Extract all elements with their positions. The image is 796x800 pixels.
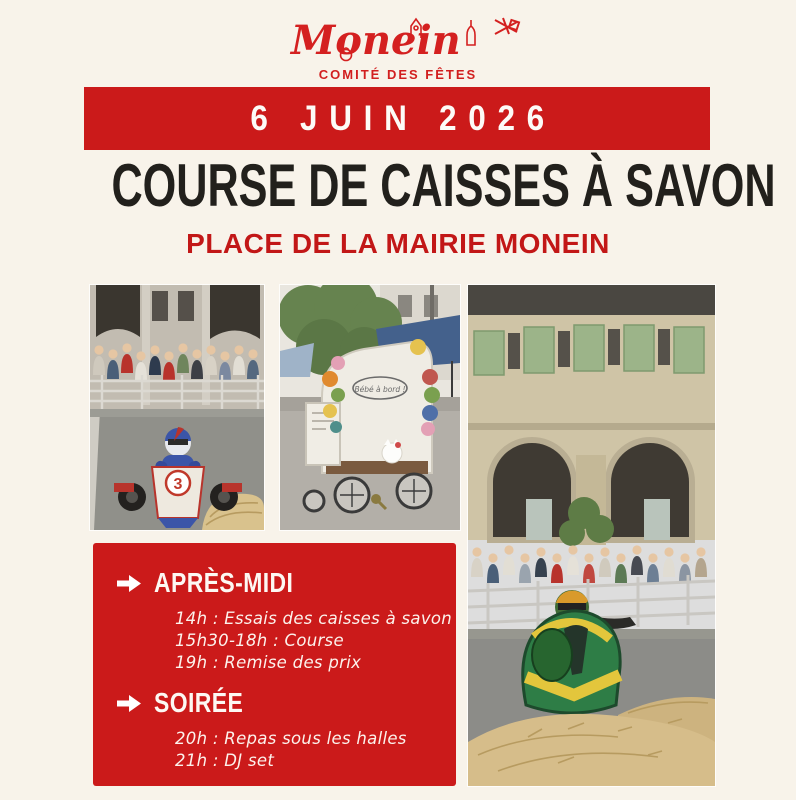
schedule-item: 21h : DJ set [175, 751, 275, 770]
location-subtitle: PLACE DE LA MAIRIE MONEIN [186, 228, 610, 259]
logo [0, 12, 796, 82]
crowd [471, 545, 707, 583]
bottle-doodle [467, 20, 475, 45]
schedule-section-soiree [117, 687, 456, 719]
date-text: 6 JUIN 2026 [250, 98, 556, 138]
photo-decorated-soapbox [280, 285, 460, 530]
logo-tagline: COMITÉ DES FÊTES [318, 67, 478, 82]
schedule-box [93, 543, 456, 786]
photo-green-soapbox [468, 285, 715, 786]
logo-wordmark: Monein [291, 17, 461, 64]
schedule-item: 15h30-18h : Course [175, 631, 344, 650]
schedule-item: 14h : Essais des caisses à savon [175, 609, 453, 628]
right-arrow-icon [117, 575, 141, 592]
green-soapbox-photo-art [468, 285, 715, 786]
schedule-item: 19h : Remise des prix [175, 653, 362, 672]
page-title: COURSE DE CAISSES À SAVON [111, 152, 776, 219]
schedule-section-apres-midi [117, 567, 456, 599]
kart-number: 3 [173, 476, 183, 493]
monein-logo-art [263, 12, 533, 64]
photo-kart-race [90, 285, 264, 530]
kart-photo-art [90, 285, 264, 530]
schedule-items-afternoon [175, 608, 456, 674]
schedule-item: 20h : Repas sous les halles [175, 729, 407, 748]
date-banner [84, 87, 710, 150]
soapbox-photo-art [280, 285, 460, 530]
schedule-items-evening [175, 728, 456, 772]
cart-bubble-text: Bébé à bord ! [354, 385, 406, 394]
flourish-doodle [495, 18, 519, 34]
schedule-heading: SOIRÉE [154, 687, 244, 718]
schedule-heading: APRÈS-MIDI [154, 567, 294, 598]
right-arrow-icon [117, 695, 141, 712]
